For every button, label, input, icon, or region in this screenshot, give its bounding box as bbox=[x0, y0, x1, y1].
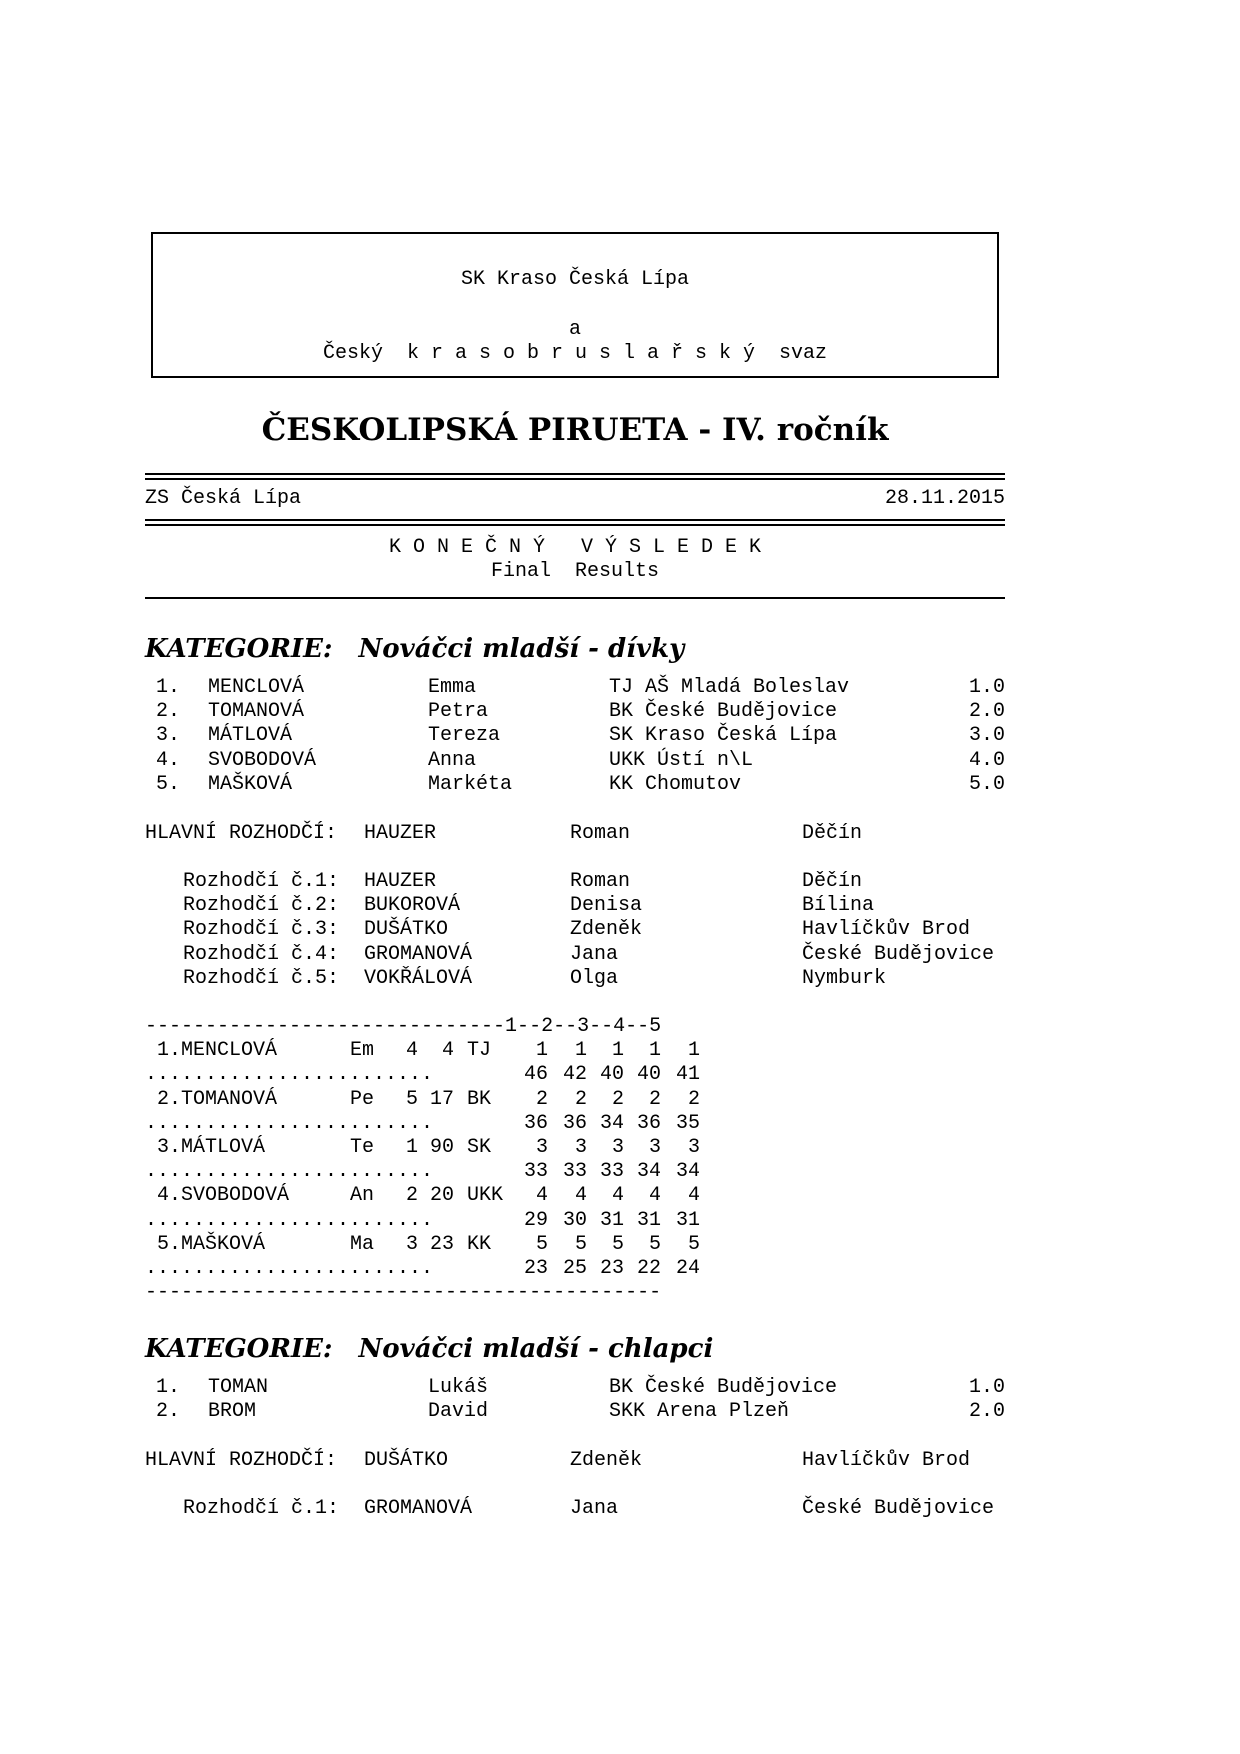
scoring-judge-rank: 3 bbox=[687, 1136, 700, 1159]
result-surname: MAŠKOVÁ bbox=[208, 772, 293, 796]
result-row bbox=[0, 700, 1240, 724]
scoring-judge-score: 40 bbox=[599, 1063, 624, 1087]
scoring-judge-rank: 5 bbox=[687, 1232, 700, 1256]
scoring-judge-rank: 1 bbox=[574, 1039, 587, 1063]
judge-row bbox=[0, 918, 1240, 942]
result-surname: SVOBODOVÁ bbox=[208, 748, 317, 772]
scoring-judge-rank: 2 bbox=[574, 1087, 587, 1111]
divider bbox=[145, 524, 1005, 526]
result-firstname: Anna bbox=[428, 748, 477, 772]
scoring-score-row bbox=[0, 1209, 1240, 1233]
scoring-value-a: 5 bbox=[405, 1087, 418, 1111]
scoring-judge-rank: 5 bbox=[611, 1232, 624, 1256]
result-rank: 3. bbox=[156, 724, 181, 748]
scoring-rank-row bbox=[0, 1136, 1240, 1160]
scoring-value-b: 90 bbox=[429, 1136, 454, 1159]
result-surname: TOMAN bbox=[208, 1376, 269, 1399]
category-heading bbox=[145, 634, 684, 664]
result-surname: TOMANOVÁ bbox=[208, 700, 305, 724]
scoring-rank-row bbox=[0, 1088, 1240, 1112]
result-club: SKK Arena Plzeň bbox=[609, 1400, 790, 1424]
judge-firstname: Roman bbox=[570, 870, 631, 893]
scoring-initials: Te bbox=[350, 1136, 375, 1159]
scoring-value-a: 1 bbox=[405, 1136, 418, 1159]
result-surname: MÁTLOVÁ bbox=[208, 724, 293, 748]
category-name: Nováčci mladší - dívky bbox=[358, 634, 685, 664]
judge-row bbox=[0, 1497, 1240, 1521]
scoring-name: 3.MÁTLOVÁ bbox=[157, 1136, 266, 1159]
judge-city: České Budějovice bbox=[802, 942, 995, 966]
scoring-judge-score: 25 bbox=[562, 1257, 587, 1280]
organizer-conjunction: a bbox=[568, 318, 581, 341]
scoring-judge-rank: 5 bbox=[535, 1232, 548, 1256]
scoring-value-a: 4 bbox=[405, 1039, 418, 1063]
scoring-judge-score: 22 bbox=[636, 1257, 661, 1280]
result-firstname: Emma bbox=[428, 676, 477, 699]
head-judge-city: Havlíčkův Brod bbox=[802, 1449, 971, 1472]
scoring-rank-row bbox=[0, 1233, 1240, 1257]
judge-firstname: Olga bbox=[570, 966, 619, 990]
scoring-club: UKK bbox=[467, 1184, 504, 1208]
scoring-name: 5.MAŠKOVÁ bbox=[157, 1232, 266, 1256]
scoring-value-a: 2 bbox=[405, 1184, 418, 1208]
head-judge-row bbox=[0, 1449, 1240, 1473]
judge-surname: GROMANOVÁ bbox=[364, 942, 473, 966]
scoring-judge-rank: 4 bbox=[648, 1184, 661, 1208]
judge-label: Rozhodčí č.4: bbox=[183, 942, 340, 966]
scoring-judge-score: 36 bbox=[562, 1111, 587, 1135]
scoring-judge-rank: 2 bbox=[648, 1087, 661, 1111]
result-club: SK Kraso Česká Lípa bbox=[609, 724, 838, 748]
result-firstname: Markéta bbox=[428, 772, 513, 796]
result-club: BK České Budějovice bbox=[609, 1376, 838, 1399]
result-club: BK České Budějovice bbox=[609, 700, 838, 724]
divider bbox=[145, 597, 1005, 599]
category-label: KATEGORIE: bbox=[145, 634, 333, 664]
scoring-judge-rank: 4 bbox=[574, 1184, 587, 1208]
federation-name: Český k r a s o b r u s l a ř s k ý svaz bbox=[322, 342, 828, 365]
scoring-judge-rank: 2 bbox=[611, 1087, 624, 1111]
scoring-judge-score: 31 bbox=[599, 1208, 624, 1232]
page-title: ČESKOLIPSKÁ PIRUETA - IV. ročník bbox=[261, 412, 889, 448]
judge-city: České Budějovice bbox=[802, 1497, 995, 1520]
scoring-judge-rank: 2 bbox=[535, 1087, 548, 1111]
result-rank: 4. bbox=[156, 748, 181, 772]
judge-city: Děčín bbox=[802, 870, 863, 893]
result-score: 1.0 bbox=[968, 1376, 1005, 1399]
head-judge-row bbox=[0, 822, 1240, 846]
scoring-judge-score: 42 bbox=[562, 1063, 587, 1087]
head-judge-firstname: Roman bbox=[570, 822, 631, 845]
scoring-score-row bbox=[0, 1257, 1240, 1281]
category-name: Nováčci mladší - chlapci bbox=[358, 1334, 714, 1364]
organizer-name: SK Kraso Česká Lípa bbox=[460, 268, 690, 291]
result-rank: 1. bbox=[156, 676, 181, 699]
judge-row bbox=[0, 943, 1240, 967]
scoring-rank-row bbox=[0, 1039, 1240, 1063]
scoring-judge-score: 33 bbox=[562, 1160, 587, 1184]
result-firstname: Petra bbox=[428, 700, 489, 724]
scoring-judge-score: 29 bbox=[523, 1208, 548, 1232]
event-date: 28.11.2015 bbox=[884, 487, 1005, 510]
judge-city: Havlíčkův Brod bbox=[802, 918, 971, 942]
organizer-box bbox=[151, 232, 999, 378]
scoring-dots: ........................ bbox=[145, 1063, 434, 1087]
scoring-judge-rank: 1 bbox=[648, 1039, 661, 1063]
divider bbox=[145, 519, 1005, 521]
scoring-judge-rank: 1 bbox=[611, 1039, 624, 1063]
scoring-judge-score: 36 bbox=[636, 1111, 661, 1135]
judge-label: Rozhodčí č.5: bbox=[183, 966, 340, 990]
scoring-judge-score: 31 bbox=[636, 1208, 661, 1232]
scoring-judge-score: 41 bbox=[675, 1063, 700, 1087]
judge-label: Rozhodčí č.1: bbox=[183, 1497, 340, 1520]
judge-firstname: Jana bbox=[570, 1497, 619, 1520]
result-rank: 2. bbox=[156, 700, 181, 724]
scoring-judge-rank: 4 bbox=[687, 1184, 700, 1208]
scoring-club: BK bbox=[467, 1087, 492, 1111]
scoring-name: 4.SVOBODOVÁ bbox=[157, 1184, 290, 1208]
result-rank: 5. bbox=[156, 772, 181, 796]
judge-firstname: Zdeněk bbox=[570, 918, 643, 942]
scoring-judge-score: 23 bbox=[599, 1257, 624, 1280]
result-club: KK Chomutov bbox=[609, 772, 742, 796]
judge-surname: BUKOROVÁ bbox=[364, 894, 461, 918]
scoring-value-b: 4 bbox=[441, 1039, 454, 1063]
scoring-judge-score: 34 bbox=[675, 1160, 700, 1184]
head-judge-label: HLAVNÍ ROZHODČÍ: bbox=[145, 1449, 338, 1472]
results-heading: K O N E Č N Ý V Ý S L E D E K bbox=[388, 536, 762, 559]
result-firstname: Tereza bbox=[428, 724, 501, 748]
scoring-judge-rank: 2 bbox=[687, 1087, 700, 1111]
scoring-judge-rank: 1 bbox=[535, 1039, 548, 1063]
category-label: KATEGORIE: bbox=[145, 1334, 333, 1364]
result-score: 3.0 bbox=[968, 724, 1005, 748]
divider bbox=[145, 478, 1005, 480]
head-judge-label: HLAVNÍ ROZHODČÍ: bbox=[145, 822, 338, 845]
result-score: 2.0 bbox=[968, 1400, 1005, 1424]
scoring-initials: Pe bbox=[350, 1087, 375, 1111]
scoring-judge-rank: 4 bbox=[535, 1184, 548, 1208]
scoring-judge-score: 31 bbox=[675, 1208, 700, 1232]
result-row bbox=[0, 749, 1240, 773]
head-judge-surname: HAUZER bbox=[364, 822, 437, 845]
scoring-header: ------------------------------1--2--3--4--5 bbox=[145, 1015, 662, 1038]
head-judge-firstname: Zdeněk bbox=[570, 1449, 643, 1472]
scoring-judge-rank: 4 bbox=[611, 1184, 624, 1208]
scoring-judge-score: 30 bbox=[562, 1208, 587, 1232]
scoring-club: KK bbox=[467, 1232, 492, 1256]
result-surname: BROM bbox=[208, 1400, 257, 1424]
judge-row bbox=[0, 967, 1240, 991]
judge-surname: GROMANOVÁ bbox=[364, 1497, 473, 1520]
scoring-judge-score: 46 bbox=[523, 1063, 548, 1087]
head-judge-city: Děčín bbox=[802, 822, 863, 845]
scoring-score-row bbox=[0, 1160, 1240, 1184]
result-club: UKK Ústí n\L bbox=[609, 748, 754, 772]
scoring-rank-row bbox=[0, 1184, 1240, 1208]
result-firstname: David bbox=[428, 1400, 489, 1424]
scoring-value-a: 3 bbox=[405, 1232, 418, 1256]
scoring-dots: ........................ bbox=[145, 1160, 434, 1184]
scoring-initials: Ma bbox=[350, 1232, 375, 1256]
scoring-dots: ........................ bbox=[145, 1111, 434, 1135]
judge-label: Rozhodčí č.3: bbox=[183, 918, 340, 942]
judge-surname: DUŠÁTKO bbox=[364, 918, 449, 942]
scoring-initials: An bbox=[350, 1184, 375, 1208]
judge-city: Nymburk bbox=[802, 966, 887, 990]
scoring-value-b: 20 bbox=[429, 1184, 454, 1208]
head-judge-surname: DUŠÁTKO bbox=[364, 1449, 449, 1472]
scoring-judge-score: 40 bbox=[636, 1063, 661, 1087]
judge-firstname: Jana bbox=[570, 942, 619, 966]
result-score: 4.0 bbox=[968, 748, 1005, 772]
scoring-dots: ........................ bbox=[145, 1208, 434, 1232]
scoring-judge-score: 33 bbox=[599, 1160, 624, 1184]
scoring-value-b: 17 bbox=[429, 1087, 454, 1111]
divider bbox=[145, 473, 1005, 475]
scoring-judge-score: 33 bbox=[523, 1160, 548, 1184]
scoring-judge-score: 35 bbox=[675, 1111, 700, 1135]
scoring-judge-rank: 3 bbox=[648, 1136, 661, 1159]
scoring-name: 1.MENCLOVÁ bbox=[157, 1039, 278, 1063]
result-score: 1.0 bbox=[968, 676, 1005, 699]
result-rank: 2. bbox=[156, 1400, 181, 1424]
scoring-name: 2.TOMANOVÁ bbox=[157, 1087, 278, 1111]
scoring-value-b: 23 bbox=[429, 1232, 454, 1256]
scoring-judge-rank: 3 bbox=[535, 1136, 548, 1159]
result-row bbox=[0, 773, 1240, 797]
scoring-judge-rank: 1 bbox=[687, 1039, 700, 1063]
result-club: TJ AŠ Mladá Boleslav bbox=[609, 676, 850, 699]
scoring-judge-score: 24 bbox=[675, 1257, 700, 1280]
judge-surname: HAUZER bbox=[364, 870, 437, 893]
scoring-club: SK bbox=[467, 1136, 492, 1159]
scoring-judge-score: 34 bbox=[636, 1160, 661, 1184]
scoring-score-row bbox=[0, 1063, 1240, 1087]
result-score: 2.0 bbox=[968, 700, 1005, 724]
result-row bbox=[0, 1376, 1240, 1400]
result-firstname: Lukáš bbox=[428, 1376, 489, 1399]
category-heading bbox=[145, 1334, 713, 1364]
judge-label: Rozhodčí č.2: bbox=[183, 894, 340, 918]
scoring-judge-score: 34 bbox=[599, 1111, 624, 1135]
judge-row bbox=[0, 870, 1240, 894]
result-rank: 1. bbox=[156, 1376, 181, 1399]
scoring-judge-rank: 3 bbox=[611, 1136, 624, 1159]
judge-city: Bílina bbox=[802, 894, 875, 918]
scoring-judge-rank: 5 bbox=[574, 1232, 587, 1256]
scoring-judge-rank: 5 bbox=[648, 1232, 661, 1256]
venue: ZS Česká Lípa bbox=[145, 487, 302, 510]
scoring-judge-score: 23 bbox=[523, 1257, 548, 1280]
result-row bbox=[0, 1400, 1240, 1424]
scoring-footer: ------------------------------------------- bbox=[145, 1281, 662, 1305]
result-row bbox=[0, 724, 1240, 748]
judge-label: Rozhodčí č.1: bbox=[183, 870, 340, 893]
result-score: 5.0 bbox=[968, 772, 1005, 796]
judge-surname: VOKŘÁLOVÁ bbox=[364, 966, 473, 990]
result-row bbox=[0, 676, 1240, 700]
scoring-judge-score: 36 bbox=[523, 1111, 548, 1135]
scoring-score-row bbox=[0, 1112, 1240, 1136]
judge-firstname: Denisa bbox=[570, 894, 643, 918]
scoring-initials: Em bbox=[350, 1039, 375, 1063]
scoring-club: TJ bbox=[467, 1039, 492, 1063]
results-subheading: Final Results bbox=[490, 560, 660, 583]
judge-row bbox=[0, 894, 1240, 918]
scoring-dots: ........................ bbox=[145, 1257, 434, 1280]
result-surname: MENCLOVÁ bbox=[208, 676, 305, 699]
scoring-judge-rank: 3 bbox=[574, 1136, 587, 1159]
